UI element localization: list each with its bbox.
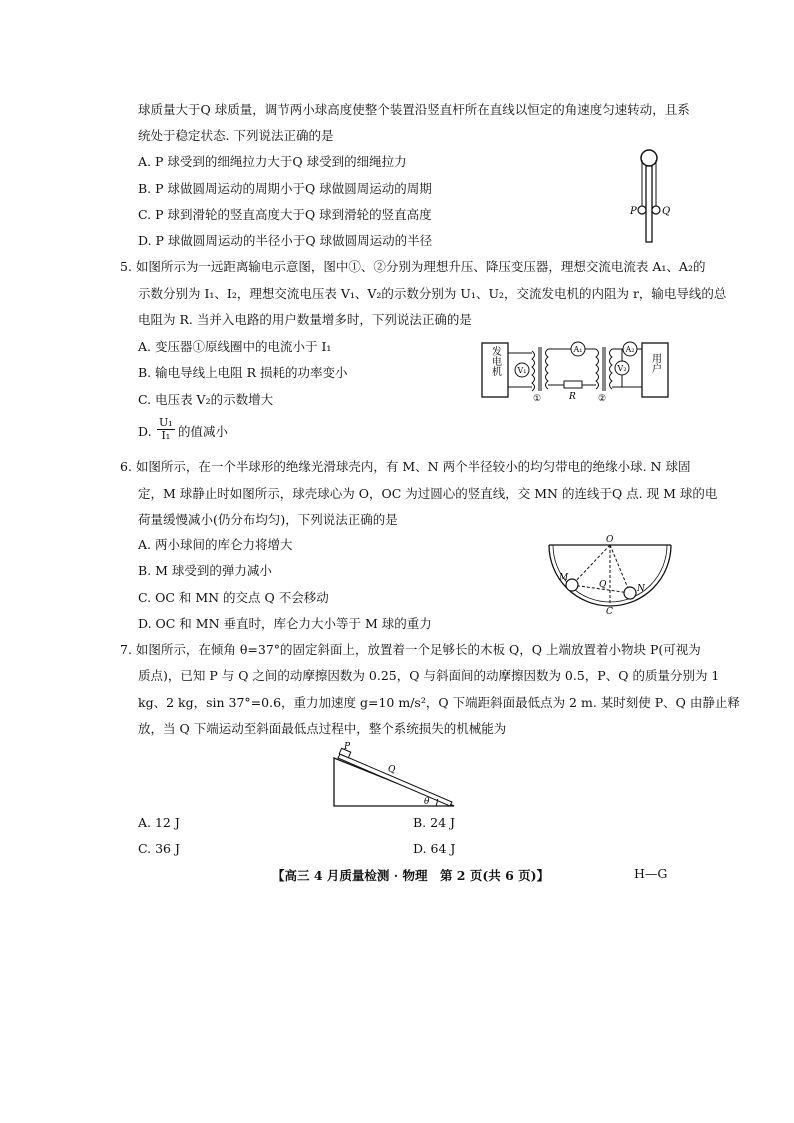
label-q: Q [388, 765, 396, 775]
q7-stem-line1: 7. 如图所示，在倾角 θ=37°的固定斜面上，放置着一个足够长的木板 Q，Q 上端放置着小物块 P(可视为 [120, 642, 701, 657]
q7-option-b: B. 24 J [413, 815, 456, 830]
label-q: Q [662, 206, 671, 217]
q7-figure [330, 742, 460, 810]
q5-option-c: C. 电压表 V₂的示数增大 [138, 392, 274, 407]
q6-stem-line1: 6. 如图所示，在一个半球形的绝缘光滑球壳内，有 M、N 两个半径较小的均匀带电的绝缘小球. N 球固 [120, 459, 691, 474]
ball-q [652, 206, 660, 214]
q4-stem-line2: 统处于稳定状态. 下列说法正确的是 [138, 128, 334, 143]
q7-stem-line3: kg、2 kg，sin 37°=0.6，重力加速度 g=10 m/s²，Q 下端距斜面最低点为 2 m. 某时刻使 P、Q 由静止释 [138, 695, 740, 710]
q6-figure [545, 535, 675, 615]
q4-figure [620, 140, 680, 250]
q5-option-d-fraction [157, 417, 175, 442]
q4-option-c: C. P 球到滑轮的竖直高度大于Q 球到滑轮的竖直高度 [138, 207, 432, 222]
q7-stem-line2: 质点)，已知 P 与 Q 之间的动摩擦因数为 0.25，Q 与斜面间的动摩擦因数为 0.5，P、Q 的质量分别为 1 [138, 668, 720, 683]
q5-option-a: A. 变压器①原线圈中的电流小于 I₁ [138, 339, 332, 354]
label-theta: θ [424, 797, 430, 807]
label-q: Q [599, 580, 607, 590]
page-footer-title: 【高三 4 月质量检测 · 物理 第 2 页(共 6 页)】 [272, 868, 550, 883]
label-o: O [606, 535, 614, 545]
vertical-rod [646, 166, 652, 242]
label-c: C [606, 607, 613, 617]
q5-figure [480, 335, 670, 405]
ball-n [624, 587, 636, 599]
ball-p [638, 206, 646, 214]
line-on [610, 545, 630, 593]
generator-label: 发电机 [489, 346, 501, 376]
q5-stem-line1: 5. 如图所示为一远距离输电示意图，图中①、②分别为理想升压、降压变压器，理想交流电流表 A₁、A₂的 [120, 259, 706, 274]
fraction-denominator: I₁ [161, 429, 171, 442]
transformer-2-primary [596, 349, 599, 389]
q6-stem-line3: 荷量缓慢减小(仍分布均匀)，下列说法正确的是 [138, 512, 398, 527]
q4-option-b: B. P 球做圆周运动的周期小于Q 球做圆周运动的周期 [138, 181, 432, 196]
q7-option-d: D. 64 J [413, 841, 456, 856]
label-n: N [637, 584, 645, 594]
q4-stem-line1: 球质量大于Q 球质量，调节两小球高度使整个装置沿竖直杆所在直线以恒定的角速度匀速转动，且系 [138, 102, 690, 117]
q5-stem-line3: 电阻为 R. 当并入电路的用户数量增多时，下列说法正确的是 [138, 312, 472, 327]
transformer-2-secondary [610, 349, 613, 389]
q7-option-a: A. 12 J [138, 815, 180, 830]
label-p: P [630, 206, 637, 217]
fraction-numerator: U₁ [159, 416, 173, 429]
transformer-2-label: ② [598, 394, 607, 404]
user-label: 用户 [649, 353, 661, 373]
transformer-1-label: ① [533, 394, 542, 404]
q5-option-b: B. 输电导线上电阻 R 损耗的功率变小 [138, 365, 348, 380]
v1-label: V₁ [517, 366, 527, 375]
shell-inner [553, 545, 667, 602]
q5-option-d [138, 423, 152, 441]
q6-option-c: C. OC 和 MN 的交点 Q 不会移动 [138, 590, 329, 605]
resistor-label: R [569, 392, 576, 402]
q4-option-a: A. P 球受到的细绳拉力大于Q 球受到的细绳拉力 [138, 154, 407, 169]
q6-option-d: D. OC 和 MN 垂直时，库仑力大小等于 M 球的重力 [138, 616, 432, 631]
q7-option-c: C. 36 J [138, 841, 180, 856]
transformer-1-primary [532, 351, 535, 391]
transformer-1-secondary [546, 349, 549, 389]
q6-option-a: A. 两小球间的库仑力将增大 [138, 537, 293, 552]
q7-stem-line4: 放，当 Q 下端运动至斜面最低点过程中，整个系统损失的机械能为 [138, 721, 507, 736]
label-p: P [344, 742, 351, 752]
page-footer-code: H—G [634, 866, 668, 881]
a2-label: A₂ [625, 345, 635, 354]
resistor-r [564, 381, 582, 388]
q5-option-d-suffix: 的值减小 [178, 424, 229, 439]
label-m: M [559, 573, 569, 583]
q6-stem-line2: 定，M 球静止时如图所示，球壳球心为 O，OC 为过圆心的竖直线，交 MN 的连线于Q 点. 现 M 球的电 [138, 486, 718, 501]
a1-label: A₁ [573, 345, 583, 354]
pulley [641, 150, 657, 166]
q5-option-d-prefix: D. [138, 424, 152, 439]
v2-label: V₂ [617, 364, 627, 373]
line-om [572, 545, 610, 585]
q4-option-d: D. P 球做圆周运动的半径小于Q 球做圆周运动的半径 [138, 233, 433, 248]
q5-stem-line2: 示数分别为 I₁、I₂，理想交流电压表 V₁、V₂的示数分别为 U₁、U₂，交流发电机的内阻为 r，输电导线的总 [138, 286, 727, 301]
q6-option-b: B. M 球受到的弹力减小 [138, 563, 272, 578]
